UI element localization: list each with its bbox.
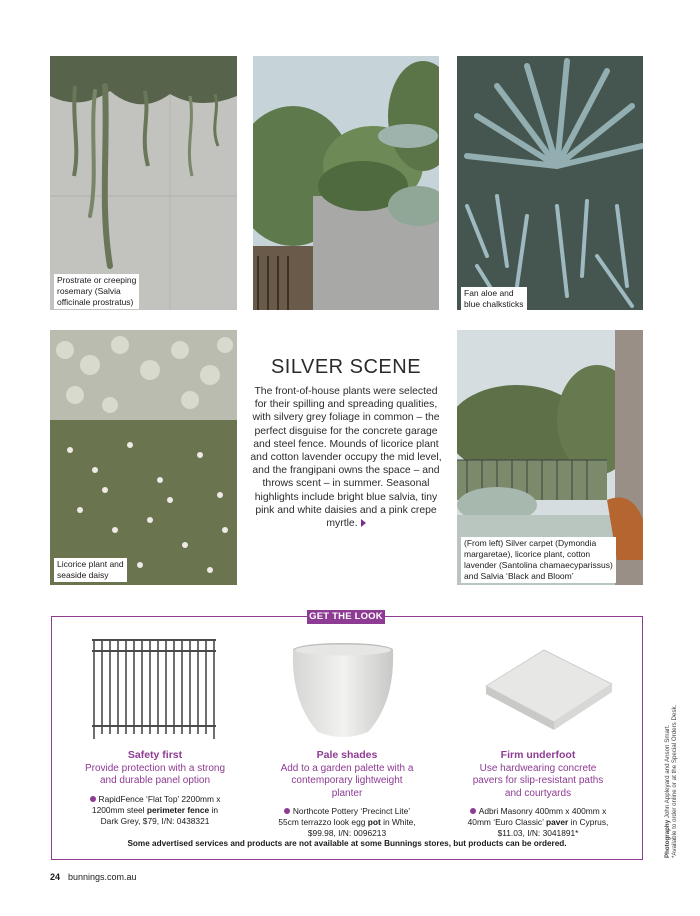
site-link[interactable]: bunnings.com.au — [68, 872, 137, 882]
photo-garden-fence — [457, 330, 643, 585]
caption-licorice: Licorice plant and seaside daisy — [54, 558, 127, 582]
bullet-icon — [90, 796, 96, 802]
disclaimer: Some advertised services and products are not available at some Bunnings stores, but products can be ordered. — [127, 839, 567, 848]
photo-licorice-plant — [50, 330, 237, 585]
licorice-illustration — [50, 330, 237, 585]
product-fence-description: Provide protection with a strong and durable panel option — [84, 763, 226, 787]
photo-credit — [664, 698, 679, 858]
photo-rosemary-wall — [50, 56, 237, 310]
article-body-text: The front-of-house plants were selected for their spilling and spreading qualities, with silvery grey foliage in common – the perfect disguise for the concrete garage and steel fence. Mounds of licorice plant and cotton lavender occupy the mid level, and the frangipani owns the space – and throws scent – in summer. Seasonal highlights include bright blue salvia, tiny pink and white daisies and a pink crepe myrtle. — [250, 386, 442, 530]
page-footer — [50, 872, 137, 882]
product-pot — [278, 749, 416, 839]
product-pot-heading: Pale shades — [316, 749, 378, 761]
product-paver — [464, 749, 612, 839]
product-paver-spec: Adbri Masonry 400mm x 400mm x 40mm ‘Euro Classic’ paver in Cyprus, $11.03, I/N: 3041891* — [467, 806, 609, 839]
caption-aloe: Fan aloe and blue chalksticks — [461, 287, 527, 310]
product-pot-spec: Northcote Pottery ‘Precinct Lite’ 55cm terrazzo look egg pot in White, $99.98, I/N: 0096213 — [278, 806, 416, 839]
order-note: *Available to order online or at the Special Orders Desk. — [671, 704, 679, 858]
caption-line-4: and Salvia ‘Black and Bloom’ — [464, 571, 574, 581]
product-fence-spec: RapidFence ‘Flat Top’ 2200mm x 1200mm steel perimeter fence in Dark Grey, $79, I/N: 0438321 — [84, 794, 226, 827]
aloe-illustration — [457, 56, 643, 310]
bullet-icon — [284, 808, 290, 814]
product-fence-heading: Safety first — [127, 749, 183, 761]
get-the-look-tag: GET THE LOOK — [307, 610, 385, 624]
end-arrow-icon — [361, 519, 366, 527]
caption-line-3: lavender (Santolina chamaecyparissus) — [464, 560, 613, 570]
paver-image — [466, 644, 616, 734]
caption-rosemary: Prostrate or creeping rosemary (Salvia officinale prostratus) — [54, 274, 139, 309]
product-fence — [84, 749, 226, 827]
fence-panel-image — [90, 636, 218, 741]
photo-credit-label: Photography — [664, 819, 671, 858]
terrace-illustration — [253, 56, 439, 310]
article-body — [250, 385, 442, 530]
photo-terrace — [253, 56, 439, 310]
caption-line-1: (From left) Silver carpet (Dymondia — [464, 538, 597, 548]
photo-fan-aloe — [457, 56, 643, 310]
photo-credit-text: John Appleyard and Anson Smart. — [664, 724, 671, 820]
rosemary-illustration — [50, 56, 237, 310]
article-title: SILVER SCENE — [270, 356, 422, 378]
caption-line-2: margaretae), licorice plant, cotton — [464, 549, 591, 559]
page-number: 24 — [50, 872, 61, 882]
bullet-icon — [470, 808, 476, 814]
product-pot-description: Add to a garden palette with a contemporary lightweight planter — [280, 763, 414, 799]
planter-pot-image — [288, 642, 398, 742]
product-paver-description: Use hardwearing concrete pavers for slip-resistant paths and courtyards — [472, 763, 604, 799]
product-paver-heading: Firm underfoot — [500, 749, 576, 761]
caption-silver-carpet — [461, 537, 616, 583]
